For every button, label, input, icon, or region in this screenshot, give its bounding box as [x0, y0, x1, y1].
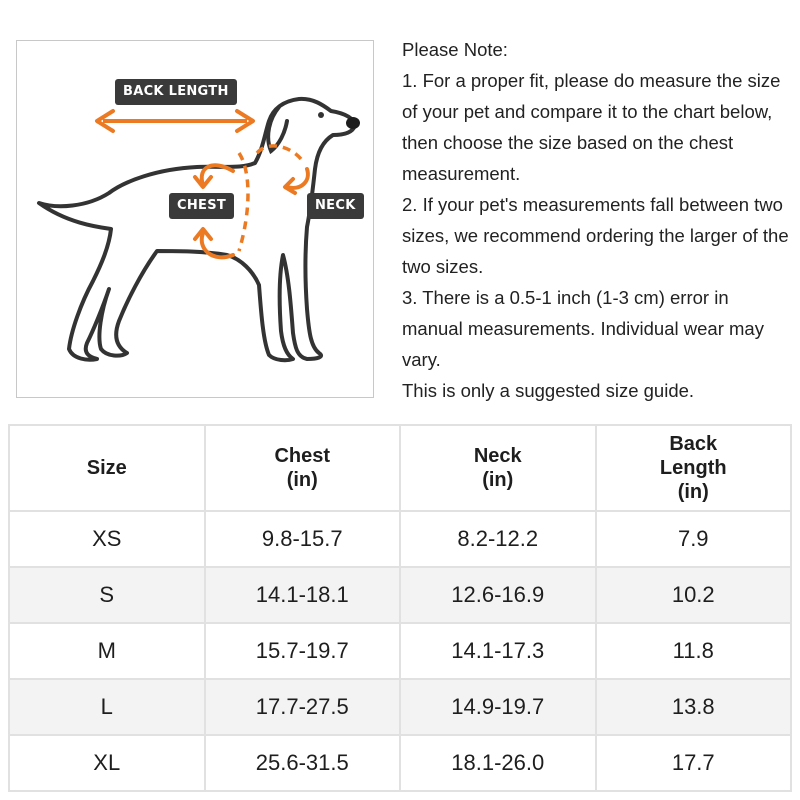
header-chest: Chest (in): [205, 425, 401, 511]
cell-size: XS: [9, 511, 205, 567]
cell-neck: 8.2-12.2: [400, 511, 596, 567]
cell-neck: 12.6-16.9: [400, 567, 596, 623]
table-row: [9, 679, 791, 735]
cell-chest: 17.7-27.5: [205, 679, 401, 735]
cell-size: S: [9, 567, 205, 623]
table-row: [9, 511, 791, 567]
dog-eye: [318, 112, 324, 118]
cell-size: L: [9, 679, 205, 735]
note-disclaimer: This is only a suggested size guide.: [402, 380, 695, 401]
neck-loop: [257, 146, 301, 159]
back-length-label: BACK LENGTH: [115, 79, 237, 105]
cell-back-length: 10.2: [596, 567, 792, 623]
neck-arrow: [287, 169, 308, 188]
table-row: [9, 567, 791, 623]
header-size: Size: [9, 425, 205, 511]
note-1: 1. For a proper fit, please do measure the size of your pet and compare it to the chart below, then choose the size based on the chest measurement.: [402, 70, 781, 184]
cell-neck: 14.9-19.7: [400, 679, 596, 735]
dog-nose: [346, 117, 360, 129]
size-notes: [402, 34, 794, 406]
cell-chest: 9.8-15.7: [205, 511, 401, 567]
dog-body-outline: [39, 99, 355, 360]
cell-chest: 15.7-19.7: [205, 623, 401, 679]
header-neck: Neck (in): [400, 425, 596, 511]
cell-neck: 14.1-17.3: [400, 623, 596, 679]
cell-size: XL: [9, 735, 205, 791]
cell-back-length: 17.7: [596, 735, 792, 791]
cell-back-length: 7.9: [596, 511, 792, 567]
cell-size: M: [9, 623, 205, 679]
header-back-length: Back Length (in): [596, 425, 792, 511]
table-row: [9, 735, 791, 791]
cell-back-length: 13.8: [596, 679, 792, 735]
table-row: [9, 623, 791, 679]
measurement-figure: [16, 40, 374, 398]
cell-chest: 25.6-31.5: [205, 735, 401, 791]
note-2: 2. If your pet's measurements fall between two sizes, we recommend ordering the larger of the two sizes.: [402, 194, 789, 277]
table-header-row: [9, 425, 791, 511]
cell-back-length: 11.8: [596, 623, 792, 679]
chest-label: CHEST: [169, 193, 234, 219]
note-3: 3. There is a 0.5-1 inch (1-3 cm) error in manual measurements. Individual wear may vary.: [402, 287, 764, 370]
size-table: [8, 424, 792, 792]
cell-neck: 18.1-26.0: [400, 735, 596, 791]
neck-label: NECK: [307, 193, 364, 219]
notes-heading: Please Note:: [402, 39, 508, 60]
cell-chest: 14.1-18.1: [205, 567, 401, 623]
